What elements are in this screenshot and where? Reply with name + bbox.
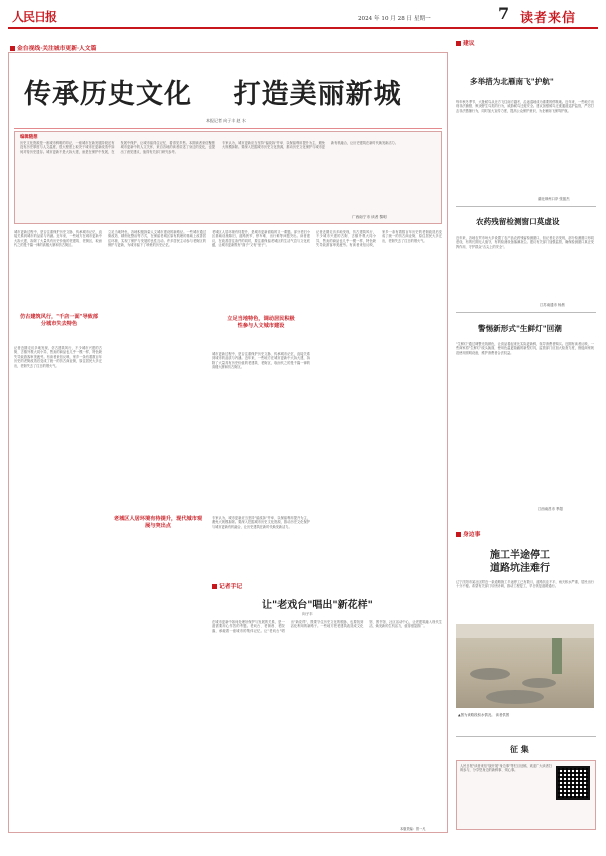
letter3-signature: 江西南昌市 季超 [538, 507, 563, 511]
subhead-2: 立足当地特色，调动居民积极性参与人文城市建设 [227, 316, 295, 329]
newspaper-logo: 人民日报 [12, 10, 57, 24]
body-col3-b: 城市更新过程中，是否注重保护历史文脉、传承城市记忆，直接关系到城市的品质与内涵。近年来，一些地方在城市更新中大拆大建，拆除了大量具有历史价值的老建筑、老街区，取而代之的是千篇一律的高楼大厦和仿古街区。 [212, 352, 310, 370]
editor-note-text-2: 专家认为，城市更新应当坚持"留改拆"并举、以保留利用提升为主，避免大规模拆除。要深入挖掘城市历史文化资源，推动历史文化保护与城市更新有机融合，让历史建筑在新时代焕发新活力。 [222, 141, 398, 150]
subhead-1: 仿古建筑风行，"千店一面"导致部分城市失去特色 [19, 314, 99, 327]
body-col1-a: 城市更新过程中，是否注重保护历史文脉、传承城市记忆，直接关系到城市的品质与内涵。近年来，一些地方在城市更新中大拆大建，拆除了大量具有历史价值的老建筑、老街区，取而代之的是千篇一律的高楼大厦和仿古街区。 [14, 230, 102, 248]
body-col1-b: 记者近期走访多地发现，仿古建筑风行，不少城市兴建的古街、古镇外观大同小异，售卖的商品也几乎一模一样，特色缺失导致游客审美疲劳。有读者来信反映，家乡一条有着数百年历史的老街改造后变成了统一的仿古商业街，原住居民大多迁出，老街失去了往日的烟火气。 [14, 346, 102, 368]
body-col2: 立足当地特色，各地积极探索人文城市建设的新路径。一些城市通过微改造、精细化整治等方式，在保留老城区原有肌理的基础上改善居住环境，实现了保护与发展的良性互动。许多居民主动参与老街区的保护与更新，为城市留下了珍贵的历史记忆。 [108, 230, 206, 248]
letter3-body: "生鲜灯"通过调整光线颜色，让食品看起来比实际更新鲜，误导消费者购买。近期有读者反映，一些商家将"生鲜灯"改头换面，使用色温更隐蔽的新型灯具，监管部门应加大检查力度，督促商家规范使用照明设备，维护消费者合法权益。 [456, 342, 594, 355]
section-title: 读者来信 [520, 11, 577, 26]
suggestion-tag: 建议 [456, 38, 475, 47]
follow-tag: 身边事 [456, 529, 480, 538]
letter2-title: 农药残留检测窗口莫虚设 [476, 217, 560, 226]
editor-signature: 广西南宁市 读者 黎明 [352, 215, 387, 219]
body-col3-c: 专家认为，城市更新应当坚持"留改拆"并举、以保留利用提升为主，避免大规模拆除。要深入挖掘城市历史文化资源，推动历史文化保护与城市更新有机融合，让历史建筑在新时代焕发新活力。 [212, 516, 310, 529]
zhengji-body: 人民日报"读者来信"版开展"身边事"等栏目征稿，欢迎广大读者扫码参与，分享您身边的新鲜事、烦心事。 [460, 764, 552, 773]
letter1-title: 多举措为北雁南飞"护航" [470, 77, 554, 86]
photo-caption: ▲图为该路段积水情况。 读者供图 [458, 713, 510, 717]
follow-body: 辽宁沈阳市某社区附近一条道路施工半途停工已有数月，道路坑洼不平，雨天积水严重，居民出行十分不便。希望有关部门尽快协调，推动工程复工，早日恢复道路通行。 [456, 580, 594, 589]
divider [456, 206, 596, 207]
feature-byline: 本报记者 向子丰 赵 水 [206, 118, 246, 123]
page-number: 7 [498, 4, 510, 23]
letter2-signature: 江苏南通市 杨晨 [540, 303, 565, 307]
body-col3-a: 老城区人居环境有待提升，是城市更新面临的又一课题。部分老旧小区基础设施陈旧，道路狭窄，停车难、出行难等问题突出。读者建议，在改善居住条件的同时，要注重保留老城区的生活气息与文化底蕴，让城市更新既有"面子"又有"里子"。 [212, 230, 310, 248]
editor-note-label: 编辑随想 [20, 135, 38, 140]
commentary-author: 向子丰 [302, 612, 313, 616]
tag-square-icon [456, 41, 461, 46]
subhead-3: 老城区人居环境有待提升，现代城市观展与突出点 [113, 516, 203, 529]
qr-code[interactable] [556, 766, 590, 800]
tag-square-icon [456, 532, 461, 537]
follow-title: 施工半途停工 道路坑洼难行 [490, 550, 550, 574]
left-column-tag: 金台视线·关注城市更新·人文篇 [10, 43, 96, 52]
commentary-tag: 记者手记 [212, 581, 242, 590]
issue-date: 2024 年 10 月 28 日 星期一 [358, 16, 431, 22]
letter2-body: 近年来，各地农贸市场大多设置了农产品农药残留检测窗口，但记者走访发现，部分检测窗口形同虚设，有的长期无人值守，有的检测设备落满灰尘。建议有关部门加强监管，确保检测窗口真正发挥作用，守护群众"舌尖上的安全"。 [456, 236, 594, 249]
tag-square-icon [10, 46, 15, 51]
letter1-signature: 湖北荆州口岸 张振杰 [538, 197, 570, 201]
headline-rule [14, 128, 442, 129]
body-col4: 记者近期走访多地发现，仿古建筑风行，不少城市兴建的古街、古镇外观大同小异，售卖的商品也几乎一模一样，特色缺失导致游客审美疲劳。有读者来信反映，家乡一条有着数百年历史的老街改造后变成了统一的仿古商业街，原住居民大多迁出，老街失去了往日的烟火气。 [316, 230, 442, 248]
divider [456, 312, 596, 313]
masthead-rule [8, 27, 598, 29]
feature-headline: 传承历史文化 打造美丽新城 [24, 79, 402, 110]
commentary-body: 在城市更新中如何处理好保护与发展的关系，是一道需要用心作答的考题。老戏台、老街巷、老院落，承载着一座城市的集体记忆。让"老戏台"唱出"新花样"，既要守住历史文化的根脉，也要找到活化利用的新路子。一些地方把老建筑改造成文化馆、图书馆、社区活动中心，让老建筑融入现代生活，焕发新的生机活力，值得借鉴推广。 [212, 620, 442, 633]
letter1-body: 每年秋冬季节，大批候鸟从北方飞往南方越冬，沿途湿地成为重要的停歇地。近年来，一些地方出现非法捕猎、贩卖野生鸟类的行为，威胁候鸟迁徙安全。建议加强候鸟迁徙通道巡护监管，严厉打击非法猎捕行为，同时加大宣传力度，提高公众保护意识，为北雁南飞保驾护航。 [456, 100, 594, 113]
divider [456, 736, 596, 737]
editor-note-text: 历史文化资源是一座城市鲜明的印记，一座城市在新发展阶段还有没有历史厚度与人文温度，很大程度上取决于城市在更新改造中如何对待历史遗存。城市更新不是大拆大建，而是在保护中发展，在发展中保护，让城市留得住记忆、看得见乡愁。本期读者来信聚焦城市更新中的人文关怀，来自各地的读者讲述了身边的变化，也提出了意见建议，值得有关部门研究参考。 [20, 141, 215, 154]
zhengji-title: 征 集 [510, 744, 529, 754]
commentary-headline: 让"老戏台"唱出"新花样" [262, 600, 373, 611]
letter3-title: 警惕新形式"生鲜灯"回潮 [478, 324, 562, 333]
page-editor-credit: 本版责编：曾一凡 [400, 827, 426, 831]
tag-square-icon [212, 584, 217, 589]
road-photo [456, 624, 594, 708]
